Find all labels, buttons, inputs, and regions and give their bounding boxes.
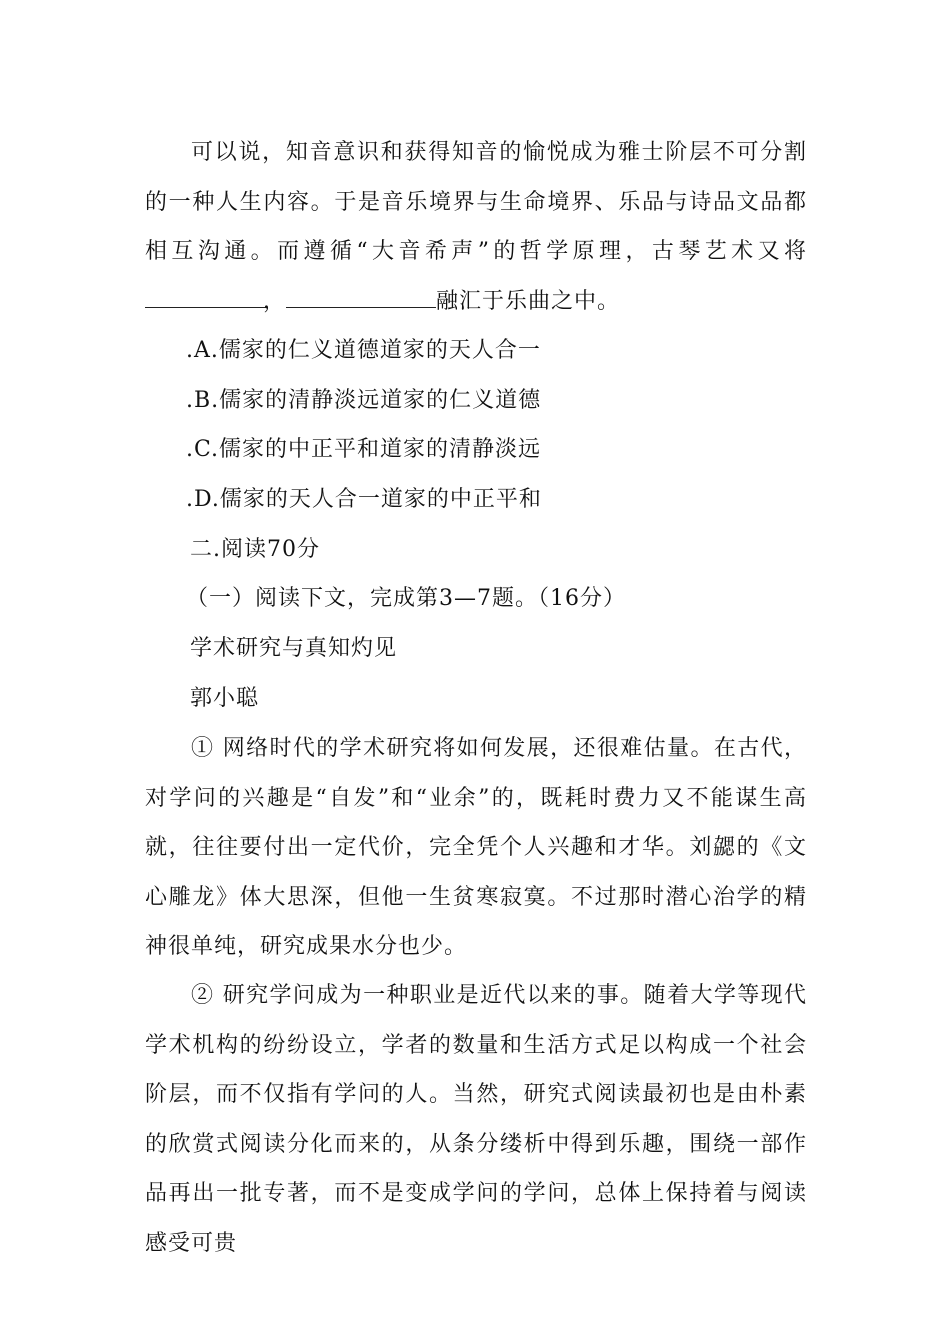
fill-blank-1b [221, 285, 263, 308]
intro-text-2: ， [263, 288, 287, 314]
article-paragraph-1: ① 网络时代的学术研究将如何发展，还很难估量。在古代，对学问的兴趣是“自发”和“业余”的，既耗时费力又不能谋生高就，往往要付出一定代价，完全凭个人兴趣和才华。刘勰的《文心雕龙》体大思深，但他一生贫寒寂寞。不过那时潜心治学的精神很单纯，研究成果水分也少。 [145, 736, 807, 959]
option-a: .A.儒家的仁义道德道家的天人合一 [186, 338, 541, 363]
article-author: 郭小聪 [190, 686, 260, 711]
intro-text-3: 融汇于乐曲之中。 [436, 288, 621, 314]
subsection-heading: （一）阅读下文，完成第3—7题。（16分） [186, 586, 626, 611]
fill-blank-2 [286, 285, 436, 308]
section-heading: 二.阅读70分 [190, 537, 320, 562]
option-b: .B.儒家的清静淡远道家的仁义道德 [186, 388, 542, 413]
article-title: 学术研究与真知灼见 [190, 636, 398, 661]
intro-paragraph [145, 128, 807, 326]
intro-text-1: 可以说，知音意识和获得知音的愉悦成为雅士阶层不可分割的一种人生内容。于是音乐境界与生命境界、乐品与诗品文品都相互沟通。而遵循“大音希声”的哲学原理，古琴艺术又将 [145, 140, 807, 264]
article-paragraph-2: ② 研究学问成为一种职业是近代以来的事。随着大学等现代学术机构的纷纷设立，学者的数量和生活方式足以构成一个社会阶层，而不仅指有学问的人。当然，研究式阅读最初也是由朴素的欣赏式阅读分化而来的，从条分缕析中得到乐趣，围绕一部作品再出一批专著，而不是变成学问的学问，总体上保持着与阅读感受可贵 [145, 983, 807, 1256]
option-c: .C.儒家的中正平和道家的清静淡远 [186, 437, 542, 462]
option-d: .D.儒家的天人合一道家的中正平和 [186, 487, 542, 512]
